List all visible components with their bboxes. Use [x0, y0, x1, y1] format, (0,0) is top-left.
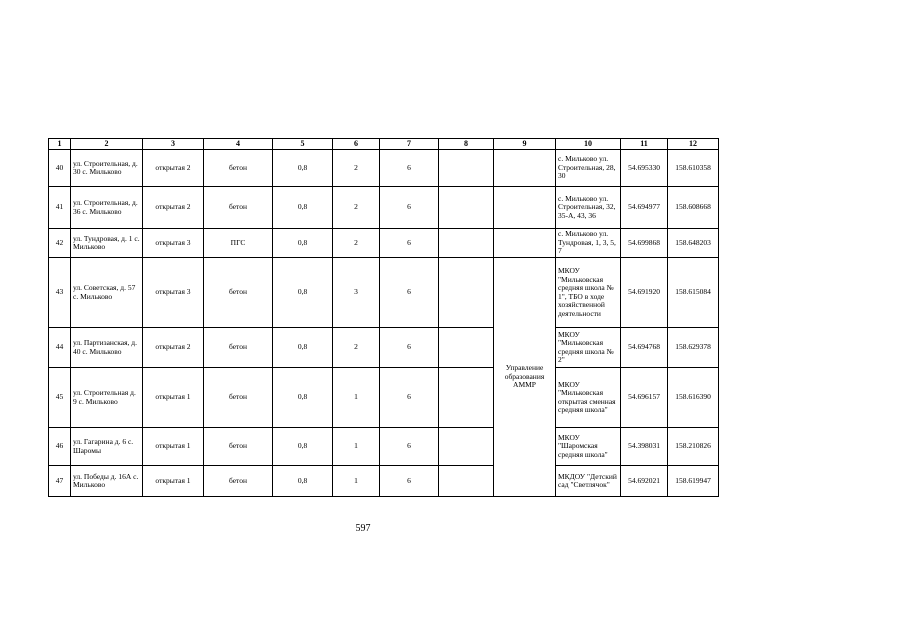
site-address: ул. Советская, д. 57 с. Мильково [71, 258, 143, 328]
container-count: 2 [333, 150, 380, 187]
container-volume: 6 [380, 229, 439, 258]
site-area: 0,8 [273, 150, 333, 187]
container-volume: 6 [380, 150, 439, 187]
served-objects: с. Мильково ул. Строительная, 32, 35-А, 43, 36 [556, 187, 621, 229]
longitude: 158.615084 [668, 258, 719, 328]
container-volume: 6 [380, 466, 439, 497]
latitude: 54.692021 [621, 466, 668, 497]
latitude: 54.696157 [621, 368, 668, 428]
header-cell: 11 [621, 139, 668, 150]
site-cover: бетон [204, 368, 273, 428]
site-address: ул. Победы д. 16А с. Мильково [71, 466, 143, 497]
table-row [49, 258, 719, 328]
header-cell: 5 [273, 139, 333, 150]
site-area: 0,8 [273, 187, 333, 229]
header-cell: 6 [333, 139, 380, 150]
table-row [49, 466, 719, 497]
longitude: 158.608668 [668, 187, 719, 229]
served-objects: МКОУ "Мильковская средняя школа № 2" [556, 328, 621, 368]
served-objects: с. Мильково ул. Строительная, 28, 30 [556, 150, 621, 187]
waste-sites-table [48, 138, 719, 497]
header-cell: 4 [204, 139, 273, 150]
header-cell: 8 [439, 139, 494, 150]
owner-cell [494, 187, 556, 229]
header-cell: 9 [494, 139, 556, 150]
site-area: 0,8 [273, 466, 333, 497]
row-number: 40 [49, 150, 71, 187]
header-cell: 12 [668, 139, 719, 150]
site-type: открытая 1 [143, 368, 204, 428]
site-type: открытая 2 [143, 328, 204, 368]
site-address: ул. Партизанская, д. 40 с. Мильково [71, 328, 143, 368]
site-area: 0,8 [273, 368, 333, 428]
site-address: ул. Гагарина д. 6 с. Шаромы [71, 428, 143, 466]
table-row [49, 150, 719, 187]
served-objects: МКОУ "Мильковская открытая сменная средняя школа" [556, 368, 621, 428]
latitude: 54.398031 [621, 428, 668, 466]
row-number: 44 [49, 328, 71, 368]
served-objects: МКДОУ "Детский сад "Светлячок" [556, 466, 621, 497]
container-count: 2 [333, 187, 380, 229]
col8-cell [439, 466, 494, 497]
col8-cell [439, 328, 494, 368]
row-number: 41 [49, 187, 71, 229]
owner-merged-cell: Управление образования АММР [494, 258, 556, 497]
container-count: 1 [333, 466, 380, 497]
row-number: 42 [49, 229, 71, 258]
header-cell: 7 [380, 139, 439, 150]
served-objects: МКОУ "Шаромская средняя школа" [556, 428, 621, 466]
col8-cell [439, 187, 494, 229]
site-type: открытая 2 [143, 150, 204, 187]
longitude: 158.210826 [668, 428, 719, 466]
header-cell: 2 [71, 139, 143, 150]
col8-cell [439, 229, 494, 258]
site-type: открытая 2 [143, 187, 204, 229]
col8-cell [439, 150, 494, 187]
container-volume: 6 [380, 258, 439, 328]
container-volume: 6 [380, 328, 439, 368]
latitude: 54.699868 [621, 229, 668, 258]
owner-cell [494, 229, 556, 258]
longitude: 158.616390 [668, 368, 719, 428]
table-row [49, 428, 719, 466]
col8-cell [439, 368, 494, 428]
table-row [49, 187, 719, 229]
table-row [49, 328, 719, 368]
latitude: 54.695330 [621, 150, 668, 187]
latitude: 54.691920 [621, 258, 668, 328]
site-cover: бетон [204, 258, 273, 328]
col8-cell [439, 428, 494, 466]
longitude: 158.619947 [668, 466, 719, 497]
container-volume: 6 [380, 187, 439, 229]
container-count: 1 [333, 428, 380, 466]
table-row [49, 229, 719, 258]
site-address: ул. Строительная, д. 36 с. Мильково [71, 187, 143, 229]
site-cover: бетон [204, 187, 273, 229]
site-area: 0,8 [273, 328, 333, 368]
longitude: 158.648203 [668, 229, 719, 258]
site-type: открытая 1 [143, 466, 204, 497]
served-objects: с. Мильково ул. Тундровая, 1, 3, 5, 7 [556, 229, 621, 258]
latitude: 54.694768 [621, 328, 668, 368]
longitude: 158.629378 [668, 328, 719, 368]
owner-cell [494, 150, 556, 187]
site-type: открытая 1 [143, 428, 204, 466]
site-cover: бетон [204, 428, 273, 466]
served-objects: МКОУ "Мильковская средняя школа № 1", ТБО в ходе хозяйственной деятельности [556, 258, 621, 328]
col8-cell [439, 258, 494, 328]
site-area: 0,8 [273, 428, 333, 466]
page-number: 597 [355, 523, 371, 534]
site-cover: бетон [204, 328, 273, 368]
site-area: 0,8 [273, 229, 333, 258]
header-cell: 1 [49, 139, 71, 150]
table-row [49, 368, 719, 428]
container-count: 2 [333, 229, 380, 258]
row-number: 47 [49, 466, 71, 497]
site-area: 0,8 [273, 258, 333, 328]
header-cell: 3 [143, 139, 204, 150]
container-volume: 6 [380, 428, 439, 466]
site-address: ул. Строительная д. 9 с. Мильково [71, 368, 143, 428]
container-volume: 6 [380, 368, 439, 428]
row-number: 45 [49, 368, 71, 428]
site-address: ул. Тундровая, д. 1 с. Мильково [71, 229, 143, 258]
row-number: 43 [49, 258, 71, 328]
row-number: 46 [49, 428, 71, 466]
header-cell: 10 [556, 139, 621, 150]
container-count: 1 [333, 368, 380, 428]
table-header-row [49, 139, 719, 150]
site-cover: ПГС [204, 229, 273, 258]
container-count: 3 [333, 258, 380, 328]
site-type: открытая 3 [143, 258, 204, 328]
site-address: ул. Строительная, д. 30 с. Мильково [71, 150, 143, 187]
site-cover: бетон [204, 150, 273, 187]
latitude: 54.694977 [621, 187, 668, 229]
site-cover: бетон [204, 466, 273, 497]
container-count: 2 [333, 328, 380, 368]
site-type: открытая 3 [143, 229, 204, 258]
longitude: 158.610358 [668, 150, 719, 187]
